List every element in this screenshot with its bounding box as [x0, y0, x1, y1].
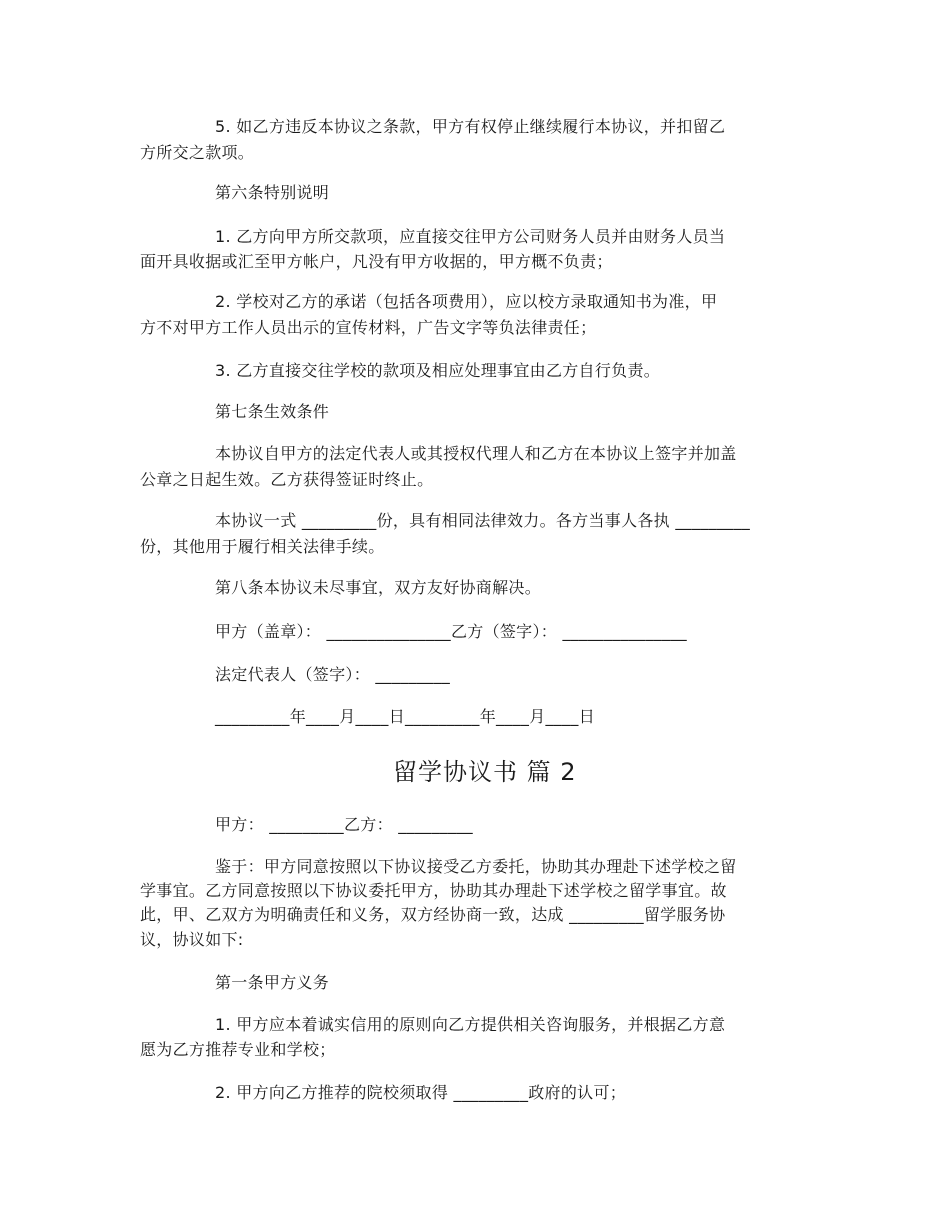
paragraph-line: 此，甲、乙双方为明确责任和义务，双方经协商一致，达成 _________留学服务协 [140, 905, 726, 924]
article-heading: 第六条特别说明 [215, 183, 330, 202]
paragraph-line: 5. 如乙方违反本协议之条款，甲方有权停止继续履行本协议，并扣留乙 [215, 117, 726, 136]
paragraph-line: 鉴于：甲方同意按照以下协议接受乙方委托，协助其办理赴下述学校之留 [215, 857, 737, 876]
signature-line: 法定代表人（签字）： _________ [215, 665, 451, 684]
paragraph-line: 1. 乙方向甲方所交款项，应直接交往甲方公司财务人员并由财务人员当 [215, 227, 726, 246]
paragraph-line: 本协议自甲方的法定代表人或其授权代理人和乙方在本协议上签字并加盖 [215, 444, 737, 463]
paragraph-line: 1. 甲方应本着诚实信用的原则向乙方提供相关咨询服务，并根据乙方意 [215, 1015, 726, 1034]
paragraph-line: 方所交之款项。 [140, 143, 255, 162]
article-heading: 第七条生效条件 [215, 402, 330, 421]
paragraph-line: 学事宜。乙方同意按照以下协议委托甲方，协助其办理赴下述学校之留学事宜。故 [140, 881, 727, 900]
paragraph-line: 愿为乙方推荐专业和学校； [140, 1040, 336, 1059]
article-heading: 第八条本协议未尽事宜，双方友好协商解决。 [215, 578, 542, 597]
paragraph-line: 本协议一式 _________份，具有相同法律效力。各方当事人各执 _________ [215, 511, 751, 530]
paragraph-line: 份，其他用于履行相关法律手续。 [140, 537, 385, 556]
date-line: _________年____月____日_________年____月____日 [215, 707, 595, 726]
section-title: 留学协议书 篇 2 [393, 758, 577, 786]
signature-line: 甲方（盖章）： _______________乙方（签字）： _______________ [215, 622, 687, 641]
article-heading: 第一条甲方义务 [215, 973, 330, 992]
paragraph-line: 面开具收据或汇至甲方帐户，凡没有甲方收据的，甲方概不负责； [140, 252, 613, 271]
paragraph-line: 2. 学校对乙方的承诺（包括各项费用），应以校方录取通知书为准，甲 [215, 292, 718, 311]
paragraph-line: 方不对甲方工作人员出示的宣传材料，广告文字等负法律责任； [140, 318, 597, 337]
paragraph-line: 议，协议如下: [140, 930, 244, 949]
party-line: 甲方： _________乙方： _________ [215, 815, 473, 834]
paragraph-line: 公章之日起生效。乙方获得签证时终止。 [140, 470, 434, 489]
paragraph-line: 3. 乙方直接交往学校的款项及相应处理事宜由乙方自行负责。 [215, 361, 661, 380]
paragraph-line: 2. 甲方向乙方推荐的院校须取得 _________政府的认可； [215, 1083, 627, 1102]
